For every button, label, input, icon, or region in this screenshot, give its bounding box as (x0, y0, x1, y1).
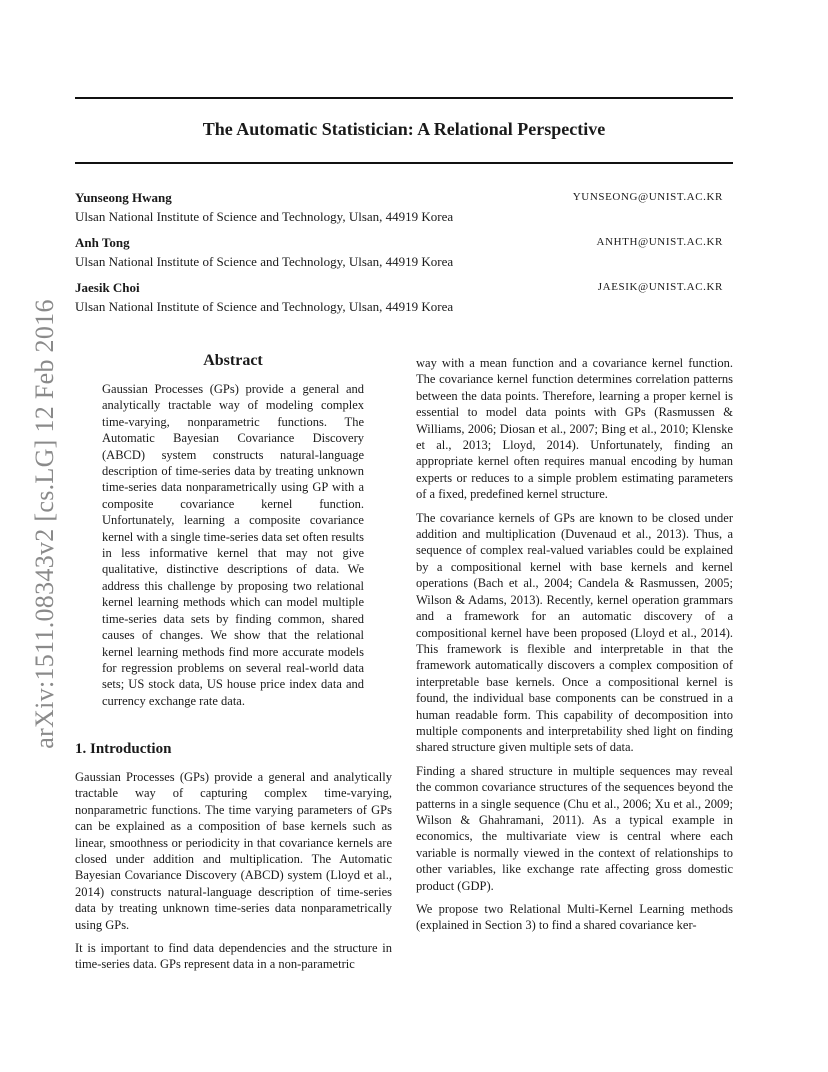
author-name: Anh Tong (75, 235, 130, 250)
author-email: JAESIK@UNIST.AC.KR (597, 281, 723, 293)
paper-title: The Automatic Statistician: A Relational Perspective (202, 119, 606, 139)
left-column (75, 769, 392, 980)
paragraph: The covariance kernels of GPs are known to be closed under addition and multiplication (Duvenaud et al., 2013). Thus, a sequence of complex real-valued variables could be explained by a compositional kernel with base kernels and kernel operations (Bach et al., 2004; Candela & Rasmussen, 2005; Wilson & Adams, 2013). Recently, kernel operation grammars and a framework for an automatic discovery of a compositional kernel have been proposed (Lloyd et al., 2014). This framework is flexible and interpretable in that the framework automatically discovers a complex composition of interpretable base kernels. Once a compositional kernel is found, the individual base components can be construed in a human readable form. This capability of decomposition into multiple components and interpretability shed light on finding shared structure given multiple sets of data. (416, 510, 733, 755)
section-heading-introduction: 1. Introduction (75, 741, 172, 757)
author-block (75, 188, 723, 226)
paragraph: We propose two Relational Multi-Kernel Learning methods (explained in Section 3) to find a shared covariance ker- (416, 902, 733, 933)
author-block (75, 233, 723, 271)
abstract-text: Gaussian Processes (GPs) provide a general and analytically tractable way of modeling complex time-varying, nonparametric functions. The Automatic Bayesian Covariance Discovery (ABCD) system constructs natural-language description of time-series data by treating unknown time-series data nonparametrically using GP with a composite covariance kernel function. Unfortunately, learning a composite covariance kernel with a single time-series data set often results in less informative kernel that may not give qualitative, distinctive descriptions of data. We address this challenge by proposing two relational kernel learning methods which can model multiple time-series data sets by finding common, shared causes of changes. We show that the relational kernel learning methods find more accurate models for regression problems on several real-world data sets; US stock data, US house price index data and currency exchange rate data. (102, 382, 364, 708)
author-email: YUNSEONG@UNIST.AC.KR (572, 191, 723, 203)
paragraph: way with a mean function and a covariance kernel function. The covariance kernel function determines correlation patterns between the data points. Therefore, learning a proper kernel is essential to model data points with GPs (Rasmussen & Williams, 2006; Diosan et al., 2007; Bing et al., 2010; Klenske et al., 2013; Lloyd, 2014). Unfortunately, finding an appropriate kernel often requires manual encoding by human experts or reduces to a simple problem estimating parameters of a fixed, predefined kernel structure. (416, 356, 733, 502)
top-rule (75, 97, 733, 99)
right-column (416, 355, 733, 941)
abstract-heading: Abstract (203, 352, 263, 369)
paragraph: Finding a shared structure in multiple sequences may reveal the common covariance structures of the sequences beyond the patterns in a single sequence (Chu et al., 2006; Xu et al., 2009; Wilson & Ghahramani, 2011). As a typical example in economics, the multivariate view is central where each variable is normally viewed in the context of relationships to other variables, like exchange rate affecting gross domestic product (GDP). (416, 763, 733, 893)
author-name: Yunseong Hwang (75, 190, 172, 205)
author-block (75, 278, 723, 316)
title-bottom-rule (75, 162, 733, 164)
paragraph: Gaussian Processes (GPs) provide a general and analytically tractable way of capturing complex time-varying, nonparametric functions. The time varying parameters of GPs can be explained as a composition of base kernels such as linear, smoothness or periodicity in that covariance kernels are closed under addition and multiplication. The Automatic Bayesian Covariance Discovery (ABCD) system (Lloyd et al., 2014) constructs natural-language description of time-series data by treating unknown time-series data nonparametrically using GPs. (75, 770, 392, 932)
author-email: ANHTH@UNIST.AC.KR (596, 236, 723, 248)
paragraph: It is important to find data dependencies and the structure in time-series data. GPs represent data in a non-parametric (75, 941, 392, 972)
author-affiliation: Ulsan National Institute of Science and Technology, Ulsan, 44919 Korea (75, 209, 454, 224)
arxiv-id: arXiv:1511.08343v2 [cs.LG] 12 Feb 2016 (30, 299, 59, 749)
author-affiliation: Ulsan National Institute of Science and Technology, Ulsan, 44919 Korea (75, 254, 454, 269)
author-name: Jaesik Choi (75, 280, 140, 295)
author-affiliation: Ulsan National Institute of Science and Technology, Ulsan, 44919 Korea (75, 299, 454, 314)
